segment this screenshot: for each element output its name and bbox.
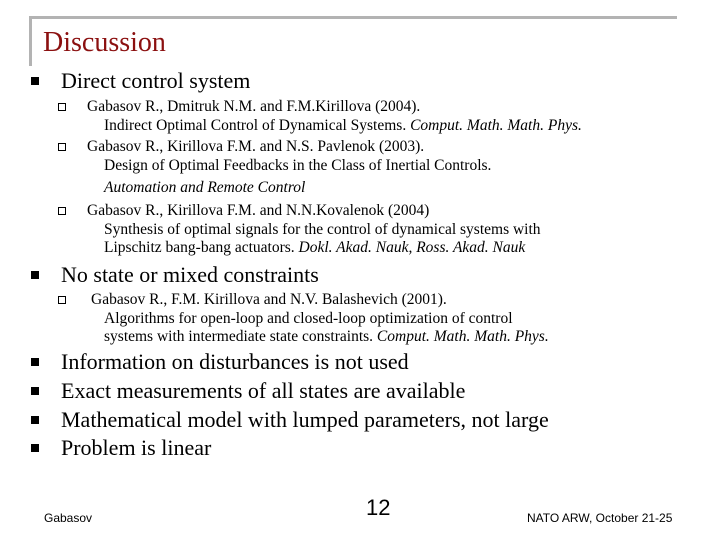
reference-line: Algorithms for open-loop and closed-loop optimization of control [104, 310, 513, 327]
journal-name: Comput. Math. Math. Phys. [376, 328, 549, 345]
journal-name: Dokl. Akad. Nauk, Ross. Akad. Nauk [298, 239, 526, 256]
square-bullet-icon [31, 444, 39, 452]
bullet-text: Problem is linear [61, 435, 212, 460]
title-frame-top [29, 16, 677, 19]
bullet-text: Information on disturbances is not used [61, 349, 409, 374]
reference-text: Indirect Optimal Control of Dynamical Systems. [104, 117, 407, 134]
reference-line: Gabasov R., F.M. Kirillova and N.V. Balashevich (2001). [91, 291, 447, 308]
reference-text: systems with intermediate state constraints. [104, 328, 374, 345]
bullet-text: Mathematical model with lumped parameters, not large [61, 407, 549, 432]
footer-author: Gabasov [44, 511, 93, 525]
reference-line: Synthesis of optimal signals for the control of dynamical systems with [104, 221, 541, 238]
hollow-square-bullet-icon [58, 296, 66, 304]
reference-line [104, 238, 525, 257]
hollow-square-bullet-icon [58, 207, 66, 215]
bullet-text: No state or mixed constraints [61, 262, 319, 287]
square-bullet-icon [31, 77, 39, 85]
reference-line: Gabasov R., Kirillova F.M. and N.S. Pavlenok (2003). [87, 138, 425, 155]
footer-event: NATO ARW, October 21-25 [527, 511, 673, 525]
reference-line: Design of Optimal Feedbacks in the Class of Inertial Controls. [104, 157, 492, 174]
square-bullet-icon [31, 358, 39, 366]
bullet-text: Exact measurements of all states are available [61, 378, 466, 403]
reference-line: Gabasov R., Kirillova F.M. and N.N.Kovalenok (2004) [87, 202, 430, 219]
page-number: 12 [366, 495, 391, 520]
square-bullet-icon [31, 416, 39, 424]
journal-name: Comput. Math. Math. Phys. [410, 117, 582, 134]
square-bullet-icon [31, 271, 39, 279]
reference-line [104, 116, 582, 135]
reference-line [104, 327, 549, 346]
slide-title: Discussion [43, 27, 166, 58]
bullet-text: Direct control system [61, 68, 251, 93]
title-frame-left [29, 16, 32, 66]
hollow-square-bullet-icon [58, 103, 66, 111]
reference-text: Lipschitz bang-bang actuators. [104, 239, 295, 256]
journal-name: Automation and Remote Control [104, 179, 306, 196]
square-bullet-icon [31, 387, 39, 395]
reference-line: Gabasov R., Dmitruk N.M. and F.M.Kirillova (2004). [87, 98, 421, 115]
hollow-square-bullet-icon [58, 143, 66, 151]
